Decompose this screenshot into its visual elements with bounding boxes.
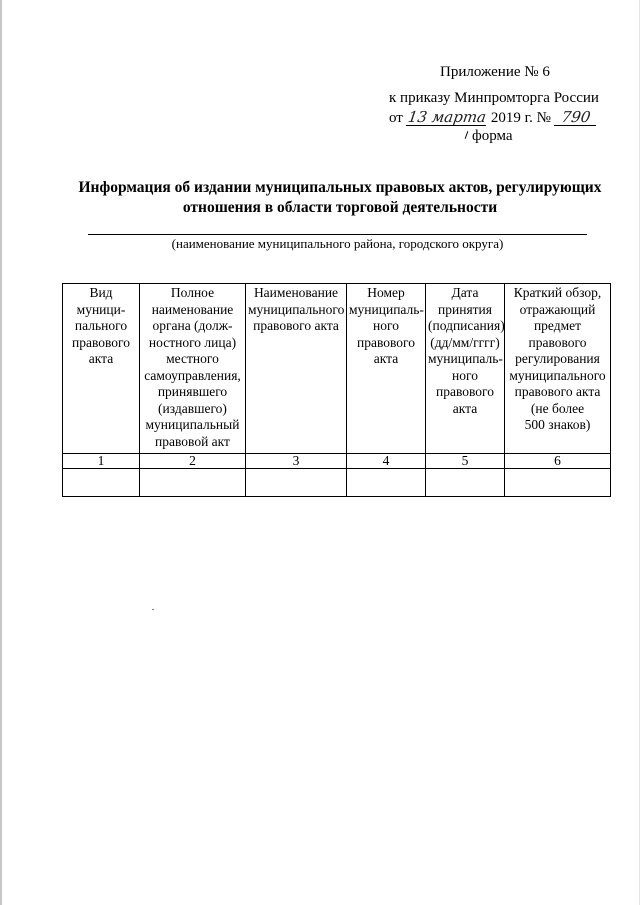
signature-tick bbox=[465, 131, 469, 139]
year-and-number-label: 2019 г. № bbox=[490, 110, 551, 126]
header-brief-review: Краткий обзор, отражающий предмет правового регулирования муниципального правового акта (не более 500 знаков) bbox=[505, 284, 611, 454]
document-title bbox=[60, 178, 620, 218]
header-act-type: Вид муници- пального правового акта bbox=[63, 284, 140, 454]
empty-cell bbox=[505, 469, 611, 497]
legal-acts-table bbox=[62, 283, 611, 497]
empty-cell bbox=[140, 469, 246, 497]
empty-cell bbox=[63, 469, 140, 497]
header-authority-name: Полное наименование органа (долж- ностного лица) местного самоуправления, принявшего (издавшего) муниципальный правовой акт bbox=[140, 284, 246, 454]
title-line-1: Информация об издании муниципальных правовых актов, регулирующих bbox=[78, 179, 602, 196]
municipality-fill-line bbox=[88, 234, 587, 235]
header-adoption-date: Дата принятия (подписания) (дд/мм/гггг) муниципаль- ного правового акта bbox=[426, 284, 505, 454]
column-number: 5 bbox=[426, 454, 505, 469]
appendix-label: Приложение № 6 bbox=[440, 64, 550, 80]
table-row bbox=[63, 469, 611, 497]
from-prefix: от bbox=[389, 110, 403, 126]
order-date-line bbox=[389, 109, 597, 127]
column-number: 6 bbox=[505, 454, 611, 469]
column-number: 2 bbox=[140, 454, 246, 469]
column-number: 4 bbox=[347, 454, 426, 469]
table-header-row bbox=[63, 284, 611, 454]
title-line-2: отношения в области торговой деятельности bbox=[182, 199, 498, 216]
form-label: форма bbox=[472, 128, 513, 144]
empty-cell bbox=[246, 469, 347, 497]
document-header bbox=[0, 0, 640, 160]
scan-speck bbox=[152, 609, 154, 610]
column-number-row bbox=[63, 454, 611, 469]
header-act-name: Наименование муниципального правового акта bbox=[246, 284, 347, 454]
empty-cell bbox=[426, 469, 505, 497]
handwritten-date: 13 марта bbox=[406, 108, 488, 126]
column-number: 1 bbox=[63, 454, 140, 469]
header-act-number: Номер муниципаль- ного правового акта bbox=[347, 284, 426, 454]
handwritten-order-number: 790 bbox=[554, 109, 598, 126]
column-number: 3 bbox=[246, 454, 347, 469]
order-reference: к приказу Минпромторга России bbox=[389, 90, 599, 106]
empty-cell bbox=[347, 469, 426, 497]
municipality-caption: (наименование муниципального района, городского округа) bbox=[171, 236, 504, 251]
